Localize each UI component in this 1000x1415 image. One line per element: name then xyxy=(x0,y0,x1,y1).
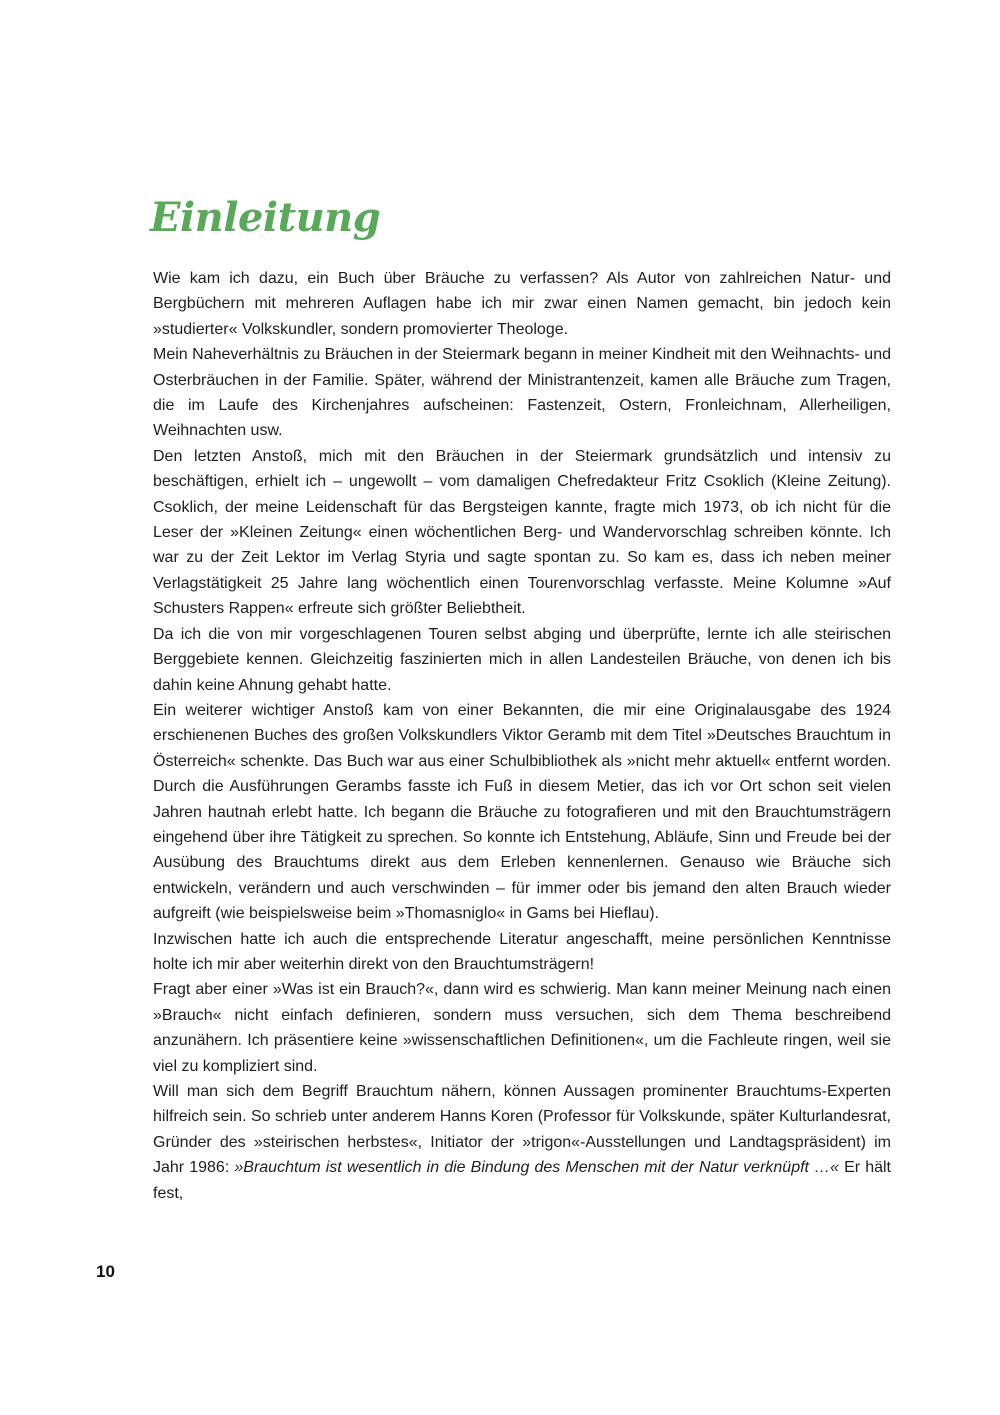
chapter-body xyxy=(153,266,891,1206)
quote-text: »Brauchtum ist wesentlich in die Bindung des Menschen mit der Natur verknüpft …« xyxy=(234,1159,839,1177)
paragraph: Mein Naheverhältnis zu Bräuchen in der Steiermark begann in meiner Kindheit mit den Weihnachts- und Osterbräuchen in der Familie. Später, während der Ministrantenzeit, kamen alle Bräuche zum Tragen, die im Laufe des Kirchenjahres aufscheinen: Fastenzeit, Ostern, Fronleichnam, Allerheiligen, Weihnachten usw. xyxy=(153,346,891,440)
paragraph-last xyxy=(153,1079,891,1206)
paragraph: Den letzten Anstoß, mich mit den Bräuchen in der Steiermark grundsätzlich und intensiv zu beschäftigen, erhielt ich – ungewollt – vom damaligen Chefredakteur Fritz Csoklich (Kleine Zeitung). Csoklich, der meine Leidenschaft für das Bergsteigen kannte, fragte mich 1973, ob ich nicht für die Leser der »Kleinen Zeitung« einen wöchentlichen Berg- und Wandervorschlag schreiben könnte. Ich war zu der Zeit Lektor im Verlag Styria und sagte spontan zu. So kam es, dass ich neben meiner Verlagstätigkeit 25 Jahre lang wöchentlich einen Tourenvorschlag verfasste. Meine Kolumne »Auf Schusters Rappen« erfreute sich größter Beliebtheit. xyxy=(153,447,891,618)
paragraph: Fragt aber einer »Was ist ein Brauch?«, dann wird es schwierig. Man kann meiner Meinung nach einen »Brauch« nicht einfach definieren, sondern muss versuchen, sich dem Thema beschreibend anzunähern. Ich präsentiere keine »wissenschaftlichen Definitionen«, um die Fachleute ringen, weil sie viel zu kompliziert sind. xyxy=(153,981,891,1075)
chapter-title: Einleitung xyxy=(150,194,381,241)
paragraph: Inzwischen hatte ich auch die entsprechende Literatur angeschafft, meine persönlichen Kenntnisse holte ich mir aber weiterhin direkt von den Brauchtumsträgern! xyxy=(153,930,891,973)
paragraph: Wie kam ich dazu, ein Buch über Bräuche zu verfassen? Als Autor von zahlreichen Natur- und Bergbüchern mit mehreren Auflagen habe ich mir zwar einen Namen gemacht, bin jedoch kein »studierter« Volkskundler, sondern promovierter Theologe. xyxy=(153,270,891,338)
paragraph-text: Will man sich dem Begriff Brauchtum nähern, können Aussagen prominenter Brauchtums-Experten hilfreich sein. So schrieb unter anderem Hanns Koren (Professor für Volkskunde, später Kulturlandesrat, Gründer des »steirischen herbstes«, Initiator der »trigon«-Ausstellungen und Landtagspräsident) im Jahr 1986: xyxy=(153,1083,891,1177)
paragraph: Da ich die von mir vorgeschlagenen Touren selbst abging und überprüfte, lernte ich alle steirischen Berggebiete kennen. Gleichzeitig faszinierten mich in allen Landesteilen Bräuche, von denen ich bis dahin keine Ahnung gehabt hatte. xyxy=(153,625,891,694)
page-number: 10 xyxy=(96,1262,115,1281)
paragraph: Ein weiterer wichtiger Anstoß kam von einer Bekannten, die mir eine Originalausgabe des 1924 erschienenen Buches des großen Volkskundlers Viktor Geramb mit dem Titel »Deutsches Brauchtum in Österreich« schenkte. Das Buch war aus einer Schulbibliothek als »nicht mehr aktuell« entfernt worden. Durch die Ausführungen Gerambs fasste ich Fuß in diesem Metier, das ich vor Ort schon seit vielen Jahren hautnah erlebt hatte. Ich begann die Bräuche zu fotografieren und mit den Brauchtumsträgern eingehend über ihre Tätigkeit zu sprechen. So konnte ich Entstehung, Abläufe, Sinn und Freude bei der Ausübung des Brauchtums direkt aus dem Erleben kennenlernen. Genauso wie Bräuche sich entwickeln, verändern und auch verschwinden – für immer oder bis jemand den alten Brauch wieder aufgreift (wie beispielsweise beim »Thomasniglo« in Gams bei Hieflau). xyxy=(153,701,891,923)
paragraph-tail: Er hält fest, xyxy=(153,1159,891,1202)
